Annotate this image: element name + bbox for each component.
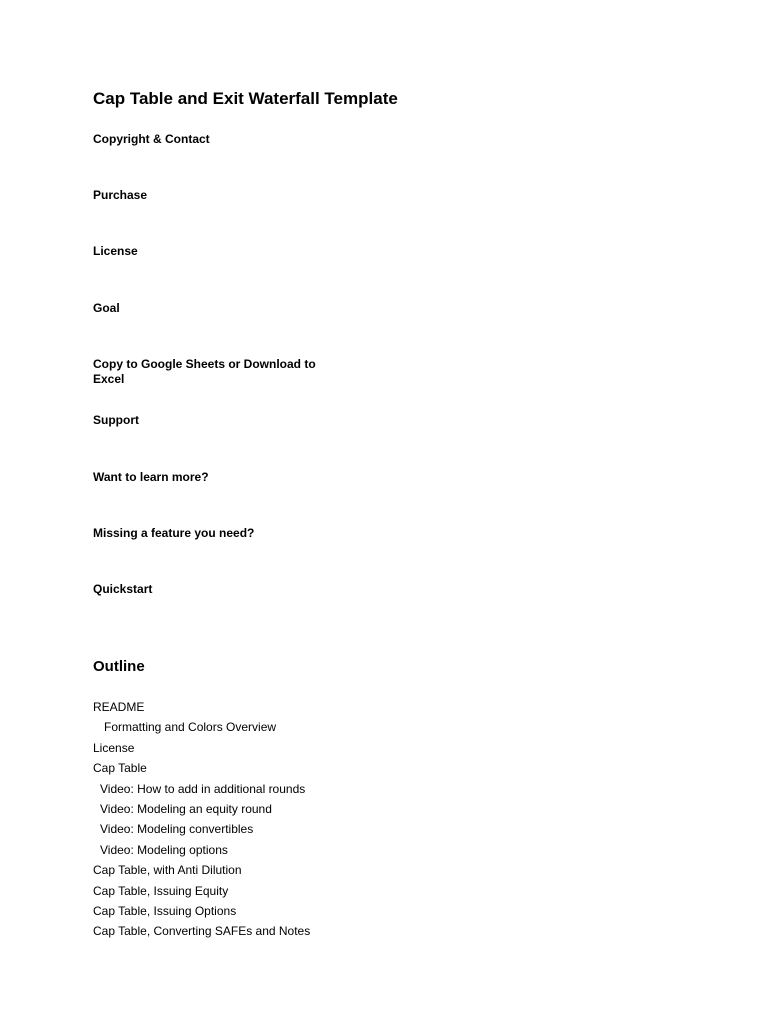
outline-item-anti-dilution[interactable]: Cap Table, with Anti Dilution [93,863,242,878]
outline-item-license[interactable]: License [93,740,135,755]
section-goal: Goal [93,301,120,315]
section-copyright-contact: Copyright & Contact [93,132,210,146]
outline-item-issuing-options[interactable]: Cap Table, Issuing Options [93,904,237,919]
outline-item-converting-safes-notes[interactable]: Cap Table, Converting SAFEs and Notes [93,924,311,939]
title-cell [93,87,398,111]
outline-item-video-options[interactable]: Video: Modeling options [100,842,228,857]
section-purchase: Purchase [93,188,148,202]
outline-item-issuing-equity[interactable]: Cap Table, Issuing Equity [93,883,229,898]
section-missing-feature: Missing a feature you need? [93,526,255,540]
outline-item-video-equity-round[interactable]: Video: Modeling an equity round [100,802,272,817]
page-title: Cap Table and Exit Waterfall Template [93,89,398,108]
outline-item-video-convertibles[interactable]: Video: Modeling convertibles [100,822,254,837]
outline-item-readme[interactable]: README [93,700,145,714]
section-support: Support [93,413,139,427]
section-copy-download: Copy to Google Sheets or Download to Excel [93,357,316,386]
outline-list [93,697,310,942]
section-quickstart: Quickstart [93,582,153,596]
outline-item-video-additional-rounds[interactable]: Video: How to add in additional rounds [100,781,306,796]
outline-heading: Outline [93,658,145,675]
outline-item-cap-table[interactable]: Cap Table [93,761,147,776]
outline-item-formatting-colors[interactable]: Formatting and Colors Overview [104,720,277,735]
section-learn-more: Want to learn more? [93,470,209,484]
section-license: License [93,244,138,258]
